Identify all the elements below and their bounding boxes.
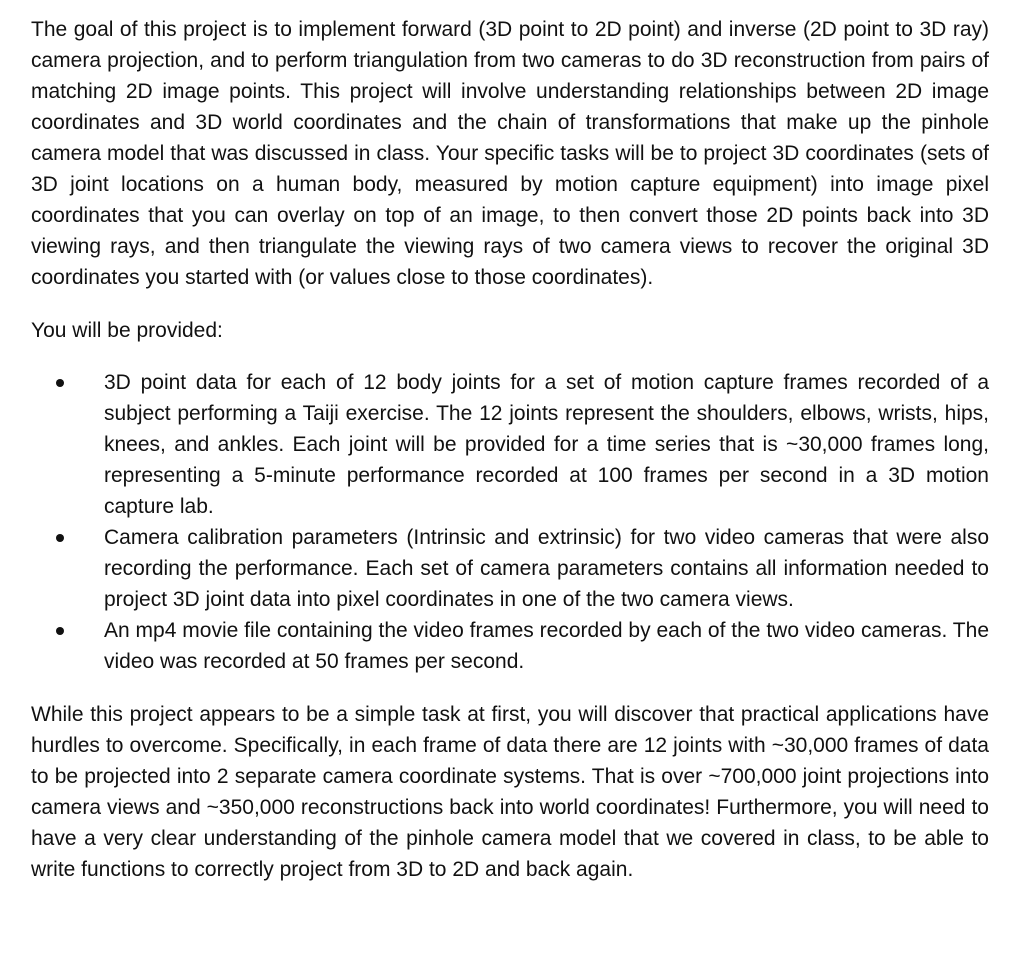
- document-page: [31, 14, 989, 885]
- bullet-dot-icon: [56, 627, 64, 635]
- list-item: [31, 367, 989, 522]
- list-item-text: 3D point data for each of 12 body joints for a set of motion capture frames recorded of a subject performing a Taiji exercise. The 12 joints represent the shoulders, elbows, wrists, hips, knees, and ankles. Each joint will be provided for a time series that is ~30,000 frames long, representing a 5-minute performance recorded at 100 frames per second in a 3D motion capture lab.: [104, 371, 989, 518]
- intro-paragraph: The goal of this project is to implement forward (3D point to 2D point) and inverse (2D point to 3D ray) camera projection, and to perform triangulation from two cameras to do 3D reconstruction from pairs of matching 2D image points. This project will involve understanding relationships between 2D image coordinates and 3D world coordinates and the chain of transformations that make up the pinhole camera model that was discussed in class. Your specific tasks will be to project 3D coordinates (sets of 3D joint locations on a human body, measured by motion capture equipment) into image pixel coordinates that you can overlay on top of an image, to then convert those 2D points back into 3D viewing rays, and then triangulate the viewing rays of two camera views to recover the original 3D coordinates you started with (or values close to those coordinates).: [31, 18, 989, 289]
- provided-list: [31, 367, 989, 677]
- list-item-text: An mp4 movie file containing the video frames recorded by each of the two video cameras. The video was recorded at 50 frames per second.: [104, 619, 989, 673]
- bullet-dot-icon: [56, 534, 64, 542]
- provided-heading: You will be provided:: [31, 319, 223, 342]
- list-item: [31, 522, 989, 615]
- bullet-dot-icon: [56, 379, 64, 387]
- closing-paragraph: While this project appears to be a simple task at first, you will discover that practical applications have hurdles to overcome. Specifically, in each frame of data there are 12 joints with ~30,000 frames of data to be projected into 2 separate camera coordinate systems. That is over ~700,000 joint projections into camera views and ~350,000 reconstructions back into world coordinates! Furthermore, you will need to have a very clear understanding of the pinhole camera model that we covered in class, to be able to write functions to correctly project from 3D to 2D and back again.: [31, 703, 989, 881]
- list-item-text: Camera calibration parameters (Intrinsic and extrinsic) for two video cameras that were also recording the performance. Each set of camera parameters contains all information needed to project 3D joint data into pixel coordinates in one of the two camera views.: [104, 526, 989, 611]
- list-item: [31, 615, 989, 677]
